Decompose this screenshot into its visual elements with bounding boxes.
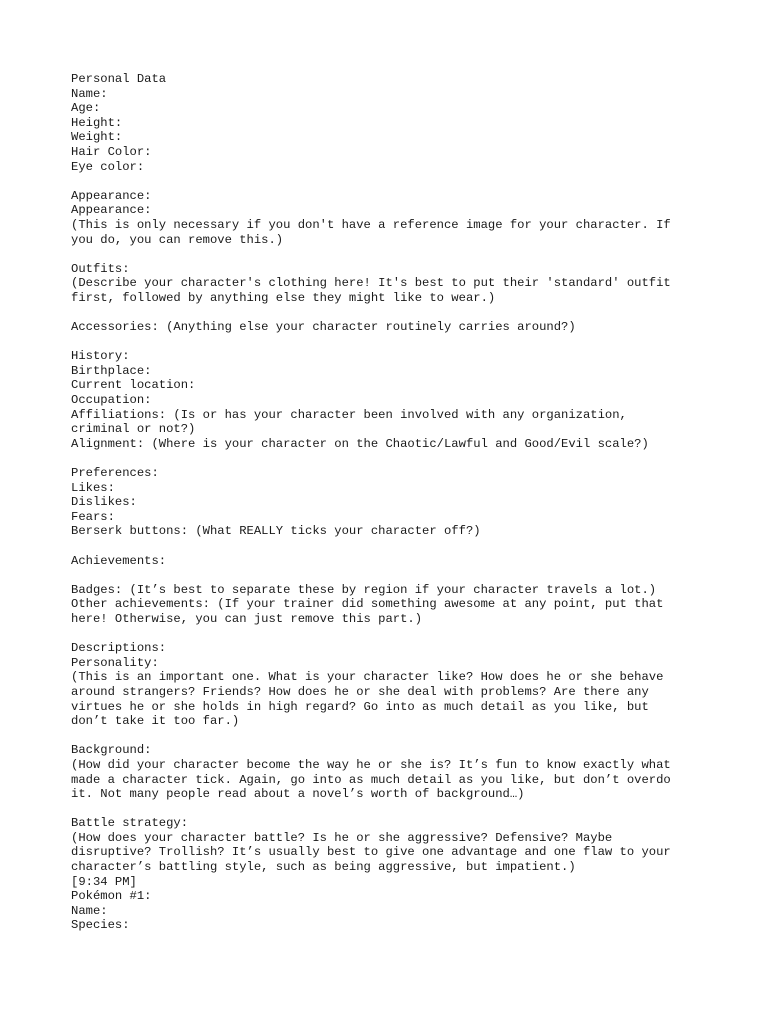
descriptions-section [71,641,711,729]
personal-data-section [71,72,711,174]
instruction-text: criminal or not?) [71,422,196,437]
instruction-text: disruptive? Trollish? It’s usually best to give one advantage and one flaw to your [71,845,671,860]
section-heading: Appearance: [71,188,152,203]
section-heading: Background: [71,743,152,758]
field-label: Name: [71,86,108,101]
field-label: Height: [71,115,123,130]
instruction-text: made a character tick. Again, go into as much detail as you like, but don’t overdo [71,772,671,787]
background-section [71,743,711,801]
preferences-section [71,466,711,539]
field-label: Affiliations: (Is or has your character been involved with any organization, [71,407,627,422]
field-label: Weight: [71,130,123,145]
instruction-text: here! Otherwise, you can just remove this part.) [71,611,423,626]
instruction-text: around strangers? Friends? How does he or she deal with problems? Are there any [71,684,649,699]
instruction-text: (Describe your character's clothing here! It's best to put their 'standard' outfit [71,276,671,291]
history-section [71,349,711,451]
instruction-text: character’s battling style, such as being aggressive, but impatient.) [71,860,576,875]
timestamp: [9:34 PM] [71,874,137,889]
field-label: Current location: [71,378,196,393]
section-heading: Battle strategy: [71,816,189,831]
field-label: Species: [71,918,130,933]
field-label: Alignment: (Where is your character on the Chaotic/Lawful and Good/Evil scale?) [71,436,649,451]
field-label: Birthplace: [71,363,152,378]
section-heading: Achievements: [71,553,167,568]
instruction-text: (This is only necessary if you don't have a reference image for your character. If [71,217,671,232]
field-label: Age: [71,101,101,116]
section-heading: Descriptions: [71,641,167,656]
outfits-section [71,262,711,306]
instruction-text: don’t take it too far.) [71,714,240,729]
field-label: Accessories: (Anything else your character routinely carries around?) [71,320,576,335]
achievements-section [71,554,711,569]
field-label: Badges: (It’s best to separate these by region if your character travels a lot.) [71,582,657,597]
section-heading: Pokémon #1: [71,889,152,904]
field-label: Hair Color: [71,144,152,159]
battle-strategy-section [71,816,711,933]
instruction-text: (How does your character battle? Is he or she aggressive? Defensive? Maybe [71,830,613,845]
instruction-text: you do, you can remove this.) [71,232,284,247]
field-label: Eye color: [71,159,145,174]
section-heading: Outfits: [71,261,130,276]
document-page [71,72,711,948]
field-label: Occupation: [71,393,152,408]
appearance-section [71,189,711,247]
instruction-text: first, followed by anything else they might like to wear.) [71,290,496,305]
section-heading: Preferences: [71,466,159,481]
instruction-text: (How did your character become the way he or she is? It’s fun to know exactly what [71,757,671,772]
section-heading: History: [71,349,130,364]
field-label: Berserk buttons: (What REALLY ticks your character off?) [71,524,481,539]
instruction-text: virtues he or she holds in high regard? Go into as much detail as you like, but [71,699,649,714]
field-label: Appearance: [71,203,152,218]
field-label: Other achievements: (If your trainer did something awesome at any point, put that [71,597,664,612]
field-label: Dislikes: [71,495,137,510]
section-heading: Personal Data [71,72,167,86]
badges-section [71,583,711,627]
accessories-section [71,320,711,335]
field-label: Name: [71,903,108,918]
field-label: Fears: [71,509,115,524]
instruction-text: it. Not many people read about a novel’s worth of background…) [71,787,525,802]
field-label: Personality: [71,655,159,670]
instruction-text: (This is an important one. What is your character like? How does he or she behave [71,670,664,685]
field-label: Likes: [71,480,115,495]
